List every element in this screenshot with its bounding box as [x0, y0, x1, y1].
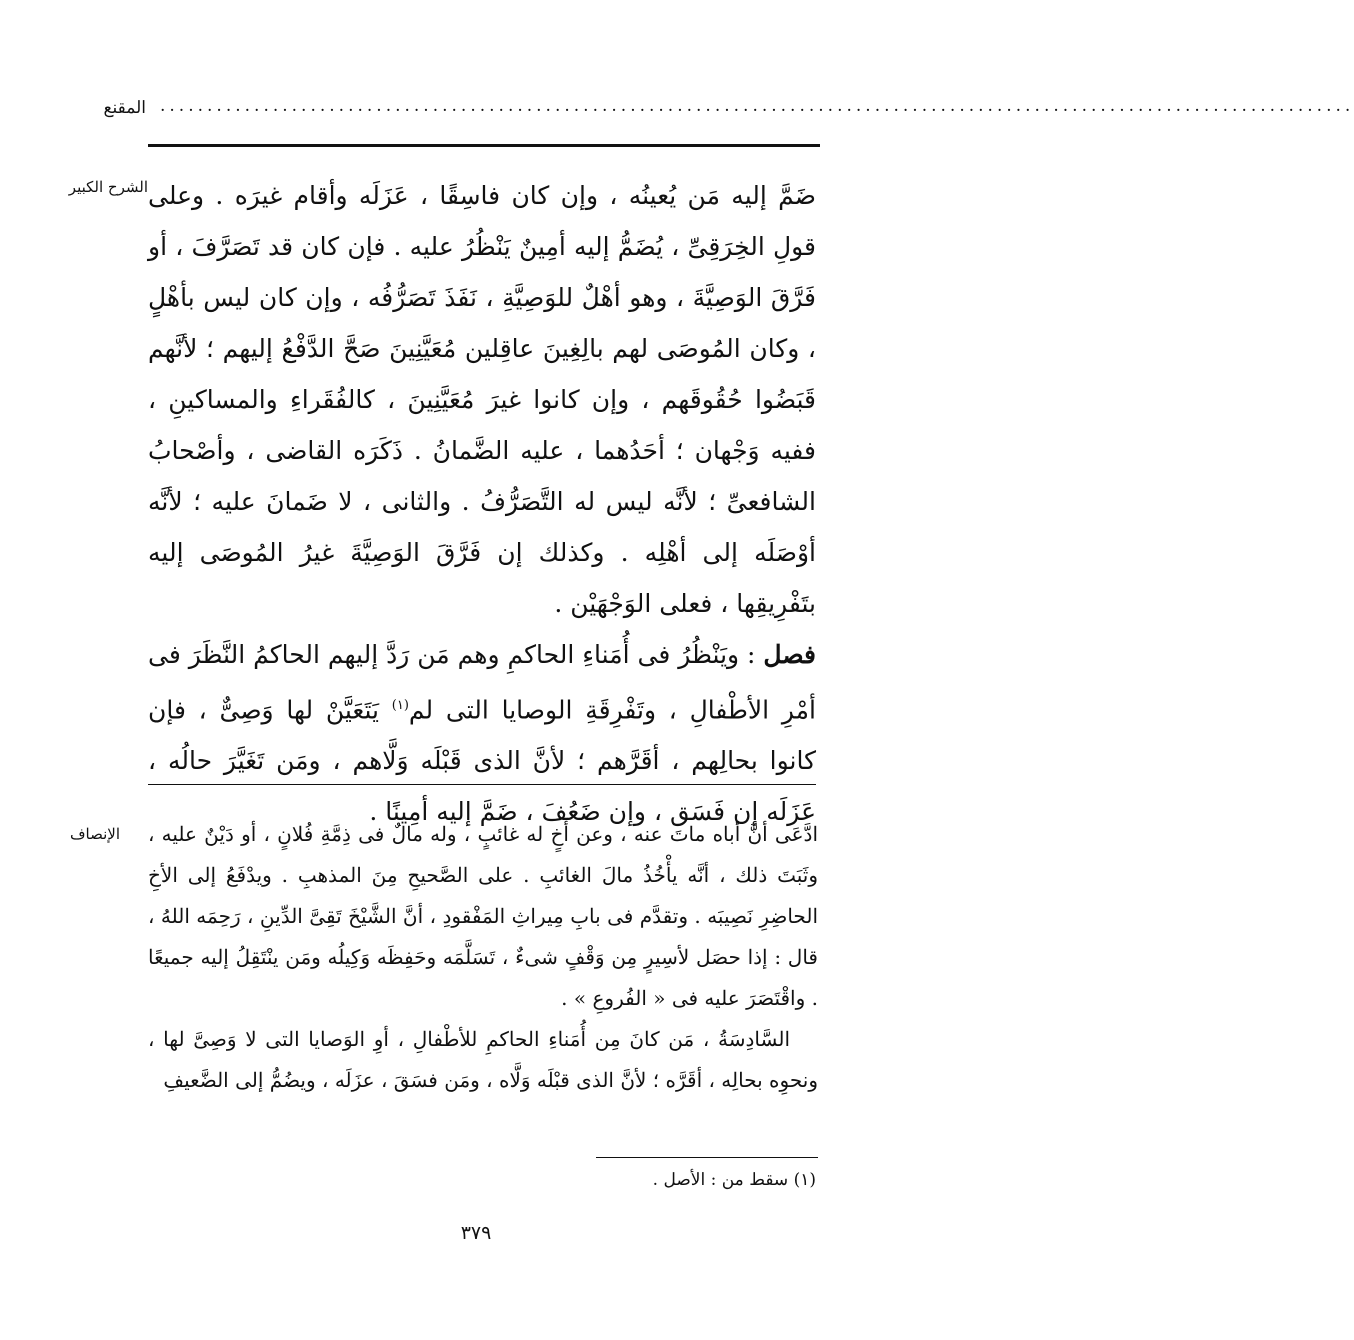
fasl-text-part-1: : ويَنْظُرُ فى أُمَناءِ الحاكمِ وهم مَن رَدَّ إليهم الحاكمُ النَّظَرَ فى أمْرِ الأطْفالِ ، وتَفْرِقَةِ الوصايا التى لم	[148, 640, 816, 725]
sharh-text	[148, 170, 816, 837]
header-rule	[148, 144, 820, 147]
sharh-section-label: الشرح الكبير	[68, 178, 148, 196]
insaf-paragraph-1: ادَّعَى أنَّ أباه ماتَ عنه ، وعن أخٍ له غائبٍ ، وله مالٌ فى ذِمَّةِ فُلانٍ ، أو دَيْنٌ عليه ، وثَبَتَ ذلك ، أنَّه يأْخُذُ مالَ الغائبِ . على الصَّحيحِ مِنَ المذهبِ . ويدْفَعُ إلى الأخِ الحاضِرِ نَصِيبَه . وتقدَّم فى بابِ مِيراثِ المَفْقودِ ، أنَّ الشَّيْخَ تَقِىَّ الدِّينِ ، رَحِمَه اللهُ ، قال : إذا حصَل لأسِيرٍ مِن وَقْفٍ شىءٌ ، تَسَلَّمَه وحَفِظَه وَكِيلُه ومَن ينْتَقِلُ إليه جميعًا . واقْتَصَرَ عليه فى « الفُروعِ » .	[148, 822, 818, 1010]
page-number: ٣٧٩	[460, 1222, 492, 1244]
footnote-marker: (١)	[391, 698, 409, 713]
insaf-paragraph-2: السَّادِسَةُ ، مَن كانَ مِن أُمَناءِ الحاكمِ للأطْفالِ ، أوِ الوَصايا التى لا وَصِىَّ لها ، ونحوِه بحالِه ، أقَرَّه ؛ لأنَّ الذى قبْلَه وَلَّاه ، ومَن فسَقَ ، عزَلَه ، ويضُمُّ إلى الضَّعيفِ	[148, 1027, 818, 1092]
footnote-rule	[596, 1157, 818, 1158]
footnote: (١) سقط من : الأصل .	[652, 1170, 816, 1190]
fasl-heading: فصل	[763, 640, 816, 669]
sharh-paragraph-1: ضَمَّ إليه مَن يُعينُه ، وإن كان فاسِقًا ، عَزَلَه وأقام غيرَه . وعلى قولِ الخِرَقِىِّ ، يُضَمُّ إليه أمِينٌ يَنْظُرُ عليه . فإن كان قد تَصَرَّفَ ، أو فَرَّقَ الوَصِيَّةَ ، وهو أهْلٌ للوَصِيَّةِ ، نَفَذَ تَصَرُّفُه ، وإن كان ليس بأهْلٍ ، وكان المُوصَى لهم بالِغِينَ عاقِلين مُعَيَّنِينَ صَحَّ الدَّفْعُ إليهم ؛ لأنَّهم قَبَضُوا حُقُوقَهم ، وإن كانوا غيرَ مُعَيَّنِينَ ، كالفُقَراءِ والمساكينِ ، ففيه وَجْهان ؛ أحَدُهما ، عليه الضَّمانُ . ذَكَرَه القاضى ، وأصْحابُ الشافعىِّ ؛ لأنَّه ليس له التَّصَرُّفُ . والثانى ، لا ضَمانَ عليه ؛ لأنَّه أوْصَلَه إلى أهْلِه . وكذلك إن فَرَّقَ الوَصِيَّةَ غيرُ المُوصَى إليه بتَفْرِيقِها ، فعلى الوَجْهَيْن .	[148, 181, 816, 618]
fasl-text-part-2: يَتَعَيَّنْ لها وَصِىٌّ ، فإن كانوا بحالِهم ، أقَرَّهم ؛ لأنَّ الذى قَبْلَه وَلَّاهم ، ومَن تَغَيَّرَ حالُه ، عَزَلَه إن فَسَق ، وإن ضَعُفَ ، ضَمَّ إليه أمِينًا .	[148, 695, 816, 827]
running-header-title: المقنع	[103, 98, 146, 118]
header-leader-dots: ...............................................................................................................................	[160, 96, 1354, 116]
section-divider	[148, 784, 816, 785]
insaf-text	[148, 814, 818, 1101]
insaf-section-label: الإنصاف	[69, 825, 120, 843]
sharh-paragraph-2	[148, 629, 816, 837]
